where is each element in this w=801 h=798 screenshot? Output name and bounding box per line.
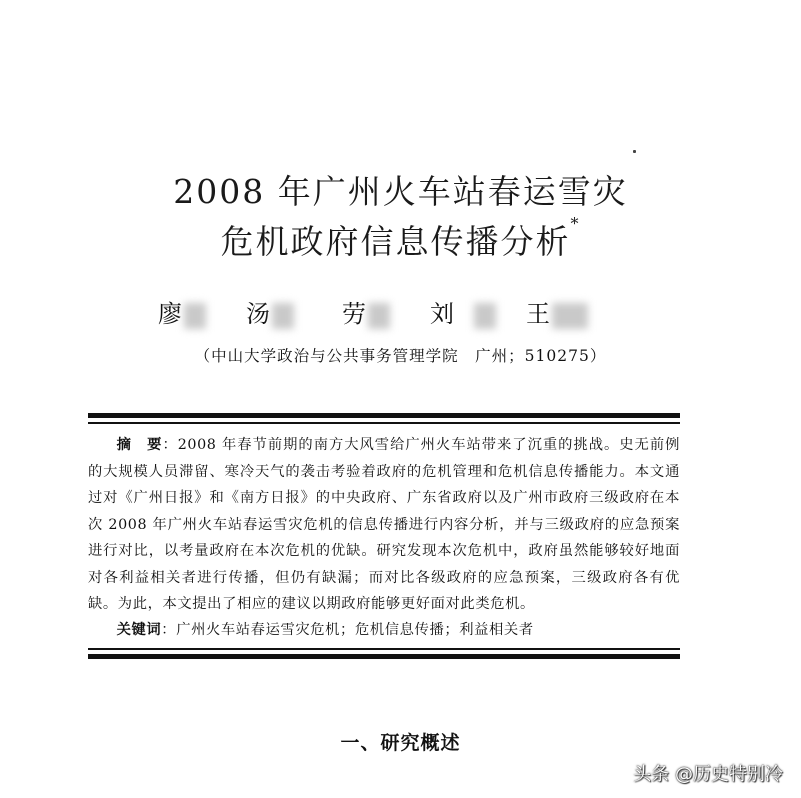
section-heading: 一、研究概述 bbox=[340, 732, 461, 754]
author-2 bbox=[246, 294, 294, 329]
author-5-name: 王 bbox=[526, 300, 550, 328]
abstract bbox=[88, 432, 680, 618]
keywords-label: 关键词 bbox=[116, 622, 162, 638]
keywords-text: ：广州火车站春运雪灾危机；危机信息传播；利益相关者 bbox=[161, 622, 534, 638]
paper-title-text-2: 危机政府信息传播分析 bbox=[220, 222, 571, 261]
affiliation: （中山大学政治与公共事务管理学院 广州；510275） bbox=[194, 347, 607, 365]
redaction-blur bbox=[368, 303, 390, 329]
author-4 bbox=[430, 294, 496, 329]
watermark: 头条 @历史特别冷 bbox=[633, 764, 783, 785]
paper-title-line-1 bbox=[0, 166, 801, 213]
footnote-mark: * bbox=[570, 214, 581, 233]
author-1-name: 廖 bbox=[158, 300, 182, 328]
bottom-rule-thin bbox=[88, 648, 680, 650]
paper-title-line-2 bbox=[0, 216, 801, 263]
abstract-label: 摘 要 bbox=[116, 437, 163, 453]
scan-speck bbox=[633, 150, 636, 153]
author-5 bbox=[526, 294, 588, 329]
author-4-name: 刘 bbox=[430, 300, 454, 328]
abstract-paragraph bbox=[88, 432, 680, 618]
author-1 bbox=[158, 294, 206, 329]
paper-title-text-1: 2008 年广州火车站春运雪灾 bbox=[173, 172, 628, 211]
author-3-name: 劳 bbox=[342, 300, 366, 328]
author-2-name: 汤 bbox=[246, 300, 270, 328]
top-rule-thick bbox=[88, 413, 680, 418]
abstract-text: ：2008 年春节前期的南方大风雪给广州火车站带来了沉重的挑战。史无前例的大规模人员滞留、寒冷天气的袭击考验着政府的危机管理和危机信息传播能力。本文通过对《广州日报》和《南方日报》的中央政府、广东省政府以及广州市政府三级政府在本次 2008 年广州火车站春运雪灾危机的信息传播进行内容分析，并与三级政府的应急预案进行对比，以考量政府在本次危机的优缺。研究发现本次危机中，政府虽然能够较好地面对各利益相关者进行传播，但仍有缺漏；而对比各级政府的应急预案，三级政府各有优缺。为此，本文提出了相应的建议以期政府能够更好面对此类危机。 bbox=[88, 437, 680, 612]
redaction-blur bbox=[552, 303, 588, 329]
redaction-blur bbox=[184, 303, 206, 329]
keywords bbox=[88, 619, 680, 639]
top-rule-thin bbox=[88, 422, 680, 424]
redaction-blur bbox=[272, 303, 294, 329]
redaction-blur bbox=[474, 303, 496, 329]
bottom-rule-thick bbox=[88, 654, 680, 659]
author-list bbox=[158, 294, 638, 334]
author-3 bbox=[342, 294, 390, 329]
